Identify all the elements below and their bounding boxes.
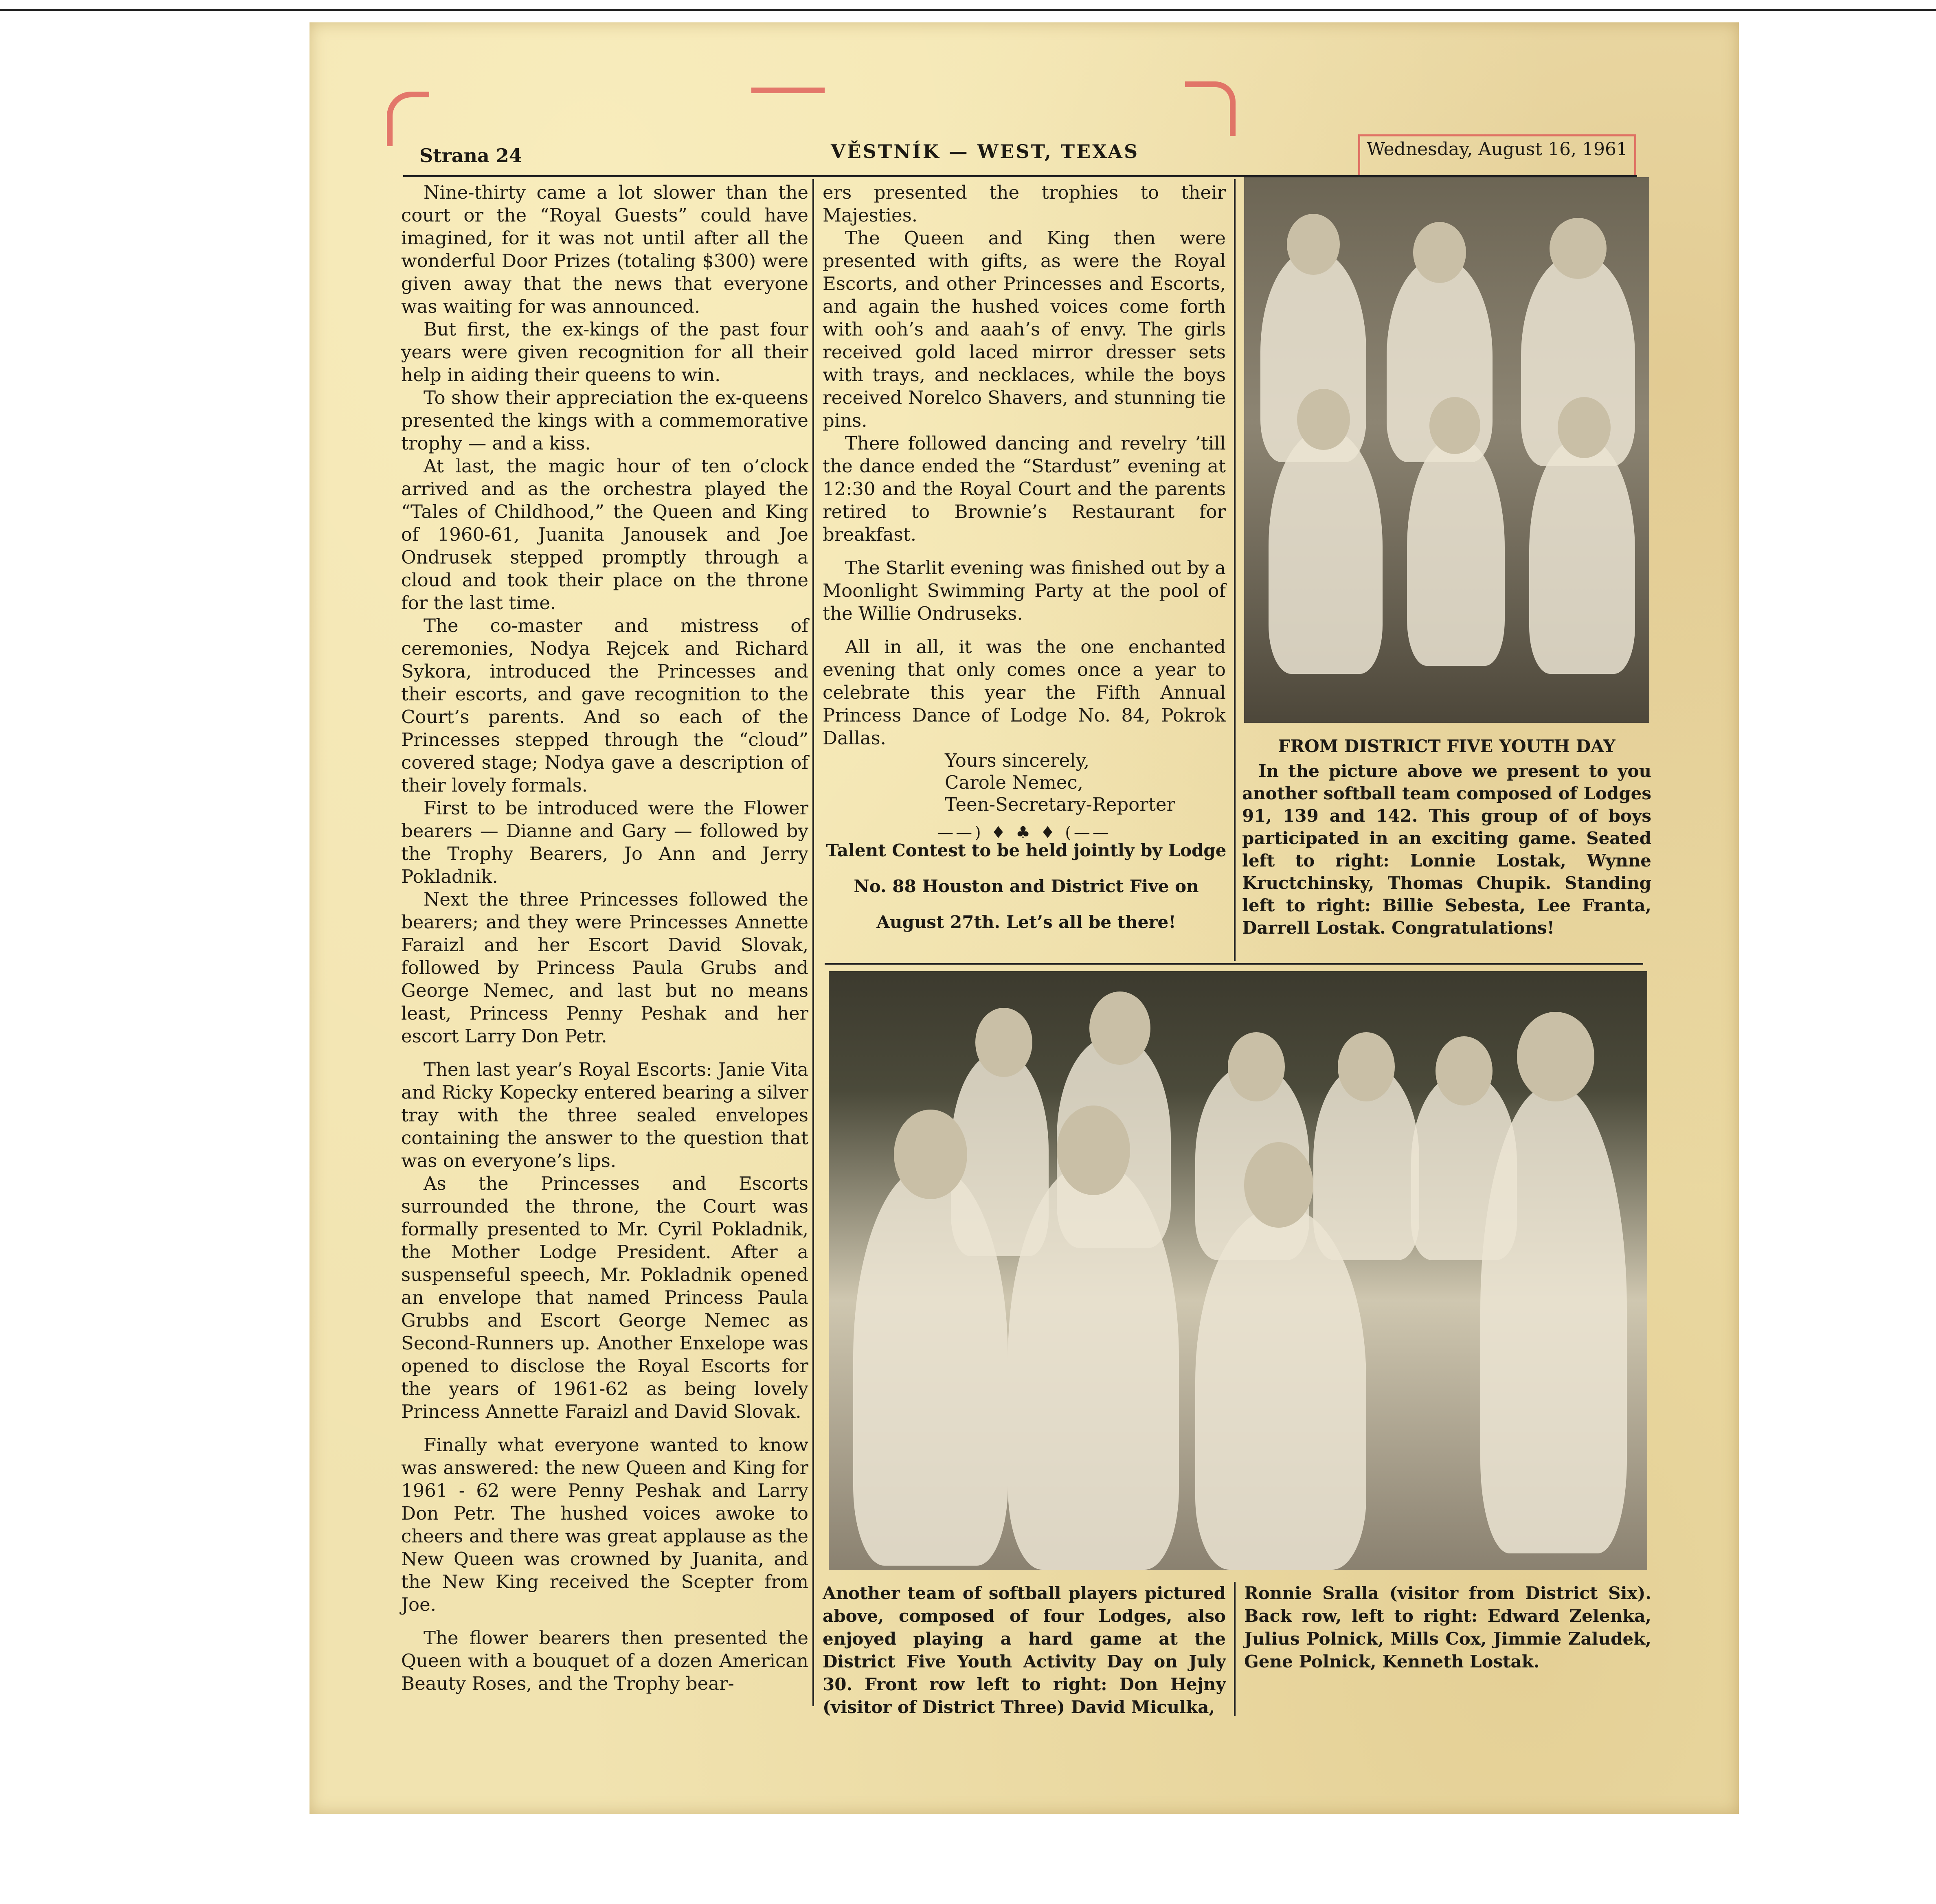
article-column-2 bbox=[823, 181, 1226, 844]
issue-date: Wednesday, August 16, 1961 bbox=[1358, 134, 1636, 188]
paragraph: To show their appreciation the ex-queens presented the kings with a commemorative trophy — and a kiss. bbox=[401, 387, 808, 454]
newspaper-clipping bbox=[309, 22, 1739, 1814]
header-rule bbox=[403, 175, 1637, 177]
talent-contest-notice: Talent Contest to be held jointly by Lodge No. 88 Houston and District Five on August 27th. Let’s all be there! bbox=[826, 840, 1227, 932]
ornament-divider: ——) ♦ ♣ ♦ (—— bbox=[937, 823, 1111, 842]
paragraph: The co-master and mistress of ceremonies, Nodya Rejcek and Richard Sykora, introduced the Princesses and their escorts, and gave recognition to the Court’s parents. And so each of the Princesses stepped through the “cloud” covered stage; Nodya gave a description of their lovely formals. bbox=[401, 615, 808, 796]
paragraph: The flower bearers then presented the Queen with a bouquet of a dozen American Beauty Roses, and the Trophy bear- bbox=[401, 1627, 808, 1694]
paragraph: The Starlit evening was finished out by a Moonlight Swimming Party at the pool of the Willie Ondruseks. bbox=[823, 557, 1226, 624]
paragraph: The Queen and King then were presented with gifts, as were the Royal Escorts, and other Princesses and Escorts, and again the hushed voices come forth with ooh’s and aaah’s of envy. The girls received gold laced mirror dresser sets with trays, and necklaces, while the boys received Norelco Shavers, and stunning tie pins. bbox=[823, 227, 1226, 431]
photo-1-caption-body: In the picture above we present to you another softball team composed of Lodges 91, 139 and 142. This group of of boys participated in an exciting game. Seated left to right: Lonnie Lostak, Wynne Kructchinsky, Thomas Chupik. Standing left to right: Billie Sebesta, Lee Franta, Darrell Lostak. Congratulations! bbox=[1242, 761, 1651, 938]
photo-2-caption-part-1: Another team of softball players pictured above, composed of four Lodges, also enjoyed playing a hard game at the District Five Youth Activity Day on July 30. Front row left to right: Don Hejny (visitor of District Three) David Miculka, bbox=[823, 1583, 1226, 1717]
red-mark-center-bracket bbox=[751, 88, 825, 110]
paragraph: But first, the ex-kings of the past four years were given recognition for all their help in aiding their queens to win. bbox=[401, 318, 808, 386]
softball-team-photo-2 bbox=[829, 971, 1647, 1570]
paragraph: All in all, it was the one enchanted evening that only comes once a year to celebrate this year the Fifth Annual Princess Dance of Lodge No. 84, Pokrok Dallas. bbox=[823, 636, 1226, 749]
paragraph: There followed dancing and revelry ’till the dance ended the “Stardust” evening at 12:30 and the Royal Court and the parents retired to Brownie’s Restaurant for breakfast. bbox=[823, 432, 1226, 545]
column-divider bbox=[812, 179, 814, 1706]
softball-team-photo-1 bbox=[1244, 177, 1649, 723]
paragraph: ers presented the trophies to their Majesties. bbox=[823, 182, 1226, 226]
page-number: Strana 24 bbox=[419, 145, 522, 167]
paragraph: Then last year’s Royal Escorts: Janie Vita and Ricky Kopecky entered bearing a silver tray with the three sealed envelopes containing the answer to the question that was on everyone’s lips. bbox=[401, 1059, 808, 1171]
paragraph: Nine-thirty came a lot slower than the court or the “Royal Guests” could have imagined, for it was not until after all the wonderful Door Prizes (totaling $300) were given away that the news that everyone was waiting for was announced. bbox=[401, 182, 808, 317]
red-mark-left-bracket bbox=[387, 92, 429, 146]
article-column-1 bbox=[401, 181, 808, 1695]
paragraph: As the Princesses and Escorts surrounded the throne, the Court was formally presented to Mr. Cyril Pokladnik, the Mother Lodge President. After a suspenseful speech, Mr. Pokladnik opened an envelope that named Princess Paula Grubbs and Escort George Nemec as Second-Runners up. Another Enxelope was opened to disclose the Royal Escorts for the years of 1961-62 as being lovely Princess Annette Faraizl and David Slovak. bbox=[401, 1173, 808, 1422]
caption-divider bbox=[1234, 1582, 1236, 1716]
paragraph: First to be introduced were the Flower bearers — Dianne and Gary — followed by the Trophy Bearers, Jo Ann and Jerry Pokladnik. bbox=[401, 797, 808, 887]
signature-title: Teen-Secretary-Reporter bbox=[945, 794, 1175, 815]
scan-top-rule bbox=[0, 9, 1936, 11]
paragraph: Finally what everyone wanted to know was answered: the new Queen and King for 1961 - 62 were Penny Peshak and Larry Don Petr. The hushed voices awoke to cheers and there was great applause as the New Queen was crowned by Juanita, and the New King received the Scepter from Joe. bbox=[401, 1434, 808, 1615]
paragraph: At last, the magic hour of ten o’clock arrived and as the orchestra played the “Tales of Childhood,” the Queen and King of 1960-61, Juanita Janousek and Joe Ondrusek stepped promptly through a cloud and took their place on the throne for the last time. bbox=[401, 455, 808, 614]
signature-closing: Yours sincerely, bbox=[945, 750, 1090, 771]
masthead: VĚSTNÍK — WEST, TEXAS bbox=[831, 140, 1139, 162]
photo-1-caption bbox=[1242, 735, 1651, 939]
photo-1-caption-title: FROM DISTRICT FIVE YOUTH DAY bbox=[1278, 736, 1616, 756]
horizontal-rule bbox=[825, 963, 1643, 965]
column-divider-right bbox=[1234, 179, 1236, 961]
red-mark-right-bracket bbox=[1185, 81, 1236, 136]
paragraph: Next the three Princesses followed the bearers; and they were Princesses Annette Faraizl and her Escort David Slovak, followed by Princess Paula Grubs and George Nemec, and last but no means least, Princess Penny Peshak and her escort Larry Don Petr. bbox=[401, 888, 808, 1047]
photo-2-caption-part-2: Ronnie Sralla (visitor from District Six). Back row, left to right: Edward Zelenka, Julius Polnick, Mills Cox, Jimmie Zaludek, Gene Polnick, Kenneth Lostak. bbox=[1244, 1583, 1651, 1671]
signature-name: Carole Nemec, bbox=[945, 772, 1084, 793]
